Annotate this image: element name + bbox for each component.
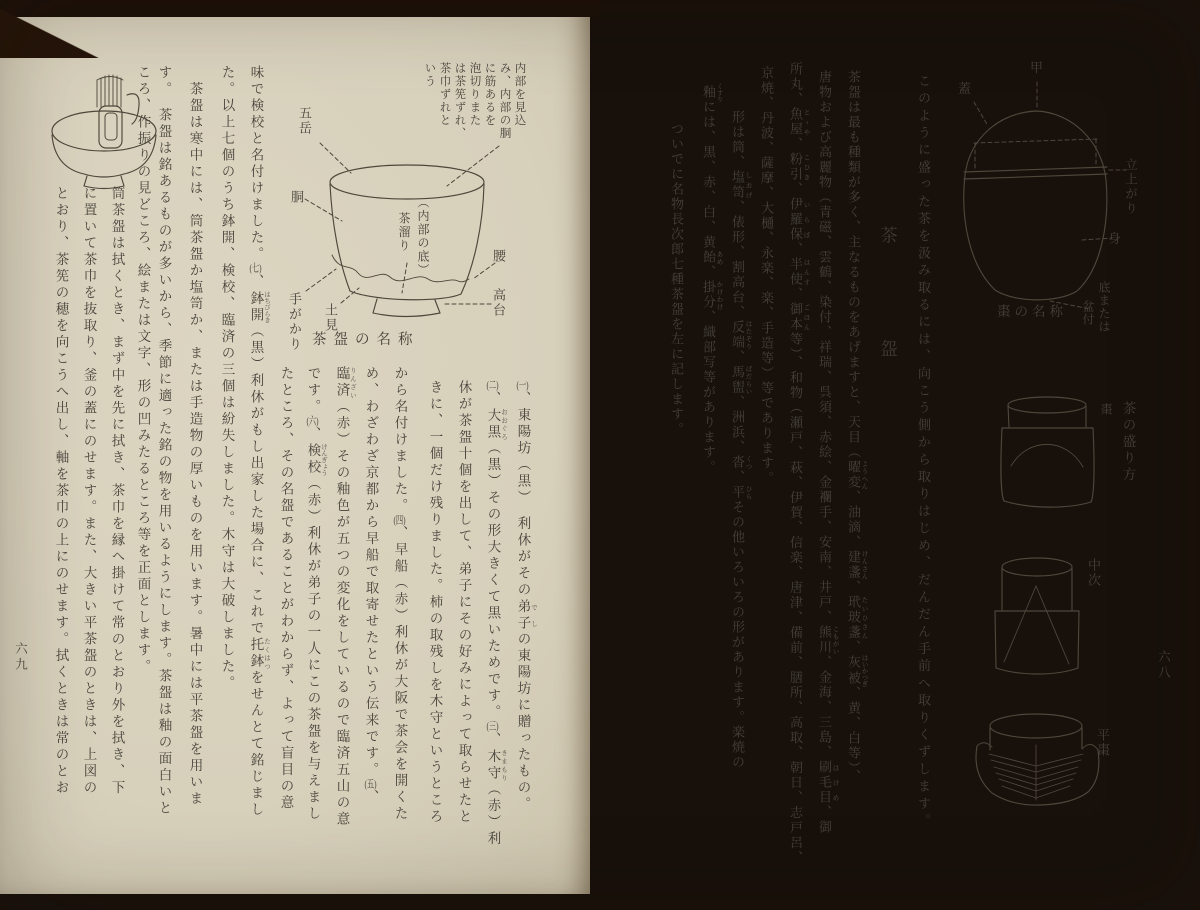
left-page-text-column: 味で検校と名付けました。(七)、鉢開 はちびらき（黒）利休がもし出家した場合に、これで托鉢 たくはつをせんとて銘じまし [248,65,270,819]
label-chadamari: 茶溜り [397,212,411,253]
label-natsume: 棗 [1099,403,1113,417]
label-hiranatsume: 平棗 [1095,728,1110,758]
left-page-text-column: 筒茶盌は拭くとき、まず中を先に拭き、茶巾を縁へ掛けて常のとおり外を拭き、下 [109,186,125,797]
label-tsuchimi: 土見 [323,303,338,333]
caption-chawan-no-meishou: 茶盌の名称 [312,332,420,348]
numbered-item-marker: (七) [249,263,262,274]
left-page-text-column: 休が茶盌十個を出して、弟子にその好みによって取らせたと [456,380,472,826]
hiranatsume-drawing [976,714,1099,805]
numbered-item-marker: (二) [486,380,499,391]
label-bontsuki: 盆付 [1081,300,1095,326]
numbered-item-marker: (三) [486,721,499,732]
label-gogaku: 五岳 [297,106,312,136]
left-page-text-column: たところ、その名盌であることがわからず、よって盲目の意 [278,366,294,812]
label-dou: 胴 [289,190,304,205]
left-page-text-column: め、わざわざ京都から早船で取寄せたという伝来です。(五)、 [363,366,379,806]
label-naibu-no-soko: （内部の底） [416,196,430,277]
right-page-text-column: このように盛った茶を汲み取るには、向こう側から取りはじめ、だんだん手前へ取りくずします。 [916,74,931,831]
label-futa: 蓋 [958,81,972,96]
left-page-text-column: から名付けました。(四)、早船（赤）利休が大阪で茶会を開くた [392,366,408,823]
page-number-right: 六八 [1156,650,1171,681]
natsume-diagram-drawing [964,82,1126,309]
caption-natsume-no-meishou: 棗の名称 [997,304,1067,319]
left-page-text-column: 臨済 りんざい（赤）その釉色が五つの変化をしているので臨済五山の意 [334,366,356,828]
numbered-item-marker: (一) [516,380,529,391]
left-page-text-column: です。(六)、検校 けんぎょう（赤）利休が弟子の一人にこの茶盌を与えまし [305,366,327,823]
label-tegakari: 手がかり [287,292,302,352]
right-page-text-column: 釉 くすりには、黒、赤、白、黄飴 あめ、掛分 かけわけ、織部写等があります。 [701,83,723,476]
left-page-text-column: に置いて茶巾を抜取り、釜の蓋にのせます。また、大きい平茶盌のときは、上図の [81,186,97,797]
bowl-annotation-column: に筋あるを [483,62,496,127]
right-page-text-column: 京焼、丹波、薩摩、大樋、永楽、楽、手造等）等であります。 [759,66,774,486]
page-number-left: 六九 [13,642,28,673]
numbered-item-marker: (四) [393,514,406,526]
right-page-text-column: ついでに名物長次郎七種茶盌を左に記します。 [669,122,684,437]
section-heading: 茶盌 [878,226,899,453]
label-koudai: 高台 [491,288,506,318]
label-kou: 甲 [1030,60,1044,75]
bowl-annotation-column: 泡切りまた [468,62,481,127]
left-page-text-column: (一)、東陽坊（黒） 利休がその弟子 でしの東陽坊に贈ったもの。 [515,380,537,814]
bowl-annotation-column: み、内部の胴 [498,62,511,140]
bowl-annotation-column: いう [423,62,436,88]
natsume-mori-drawing [1001,397,1094,507]
label-tachiagari: 立上がり [1123,158,1138,216]
title-cha-no-morikata: 茶の盛り方 [1120,401,1136,484]
nakatsugi-drawing [995,558,1079,674]
numbered-item-marker: (五) [364,778,377,790]
left-page-text-column: きに、一個だけ残りました。柿の取残しを木守というところ [427,380,443,826]
left-page-text-column: (二)、大黒 おおぐろ（黒）その形大きくて黒いためです。(三)、木守 きまもり（赤）利 [485,380,507,848]
label-koshi: 腰 [491,249,506,264]
left-page-text-column: とおり、茶筅の穂を向こうへ出し、軸を茶巾の上にのせます。拭くときは常のとお [53,186,69,797]
left-page-text-column: た。以上七個のうち鉢開、検校、臨済の三個は紛失しました。木守は大破しました。 [219,65,235,692]
bowl-annotation-column: は茶筅ずれ、 [453,62,466,140]
left-page-text-column: ころ、作振りの見どころ、絵または文字、形の凹みたるところ等を正面とします。 [135,65,151,676]
right-page-text-column: 茶盌は最も種類が多く、主なるものをあげますと、天目（曜変 ようへん、油滴、建盞 けんさん、玳玻盞 たいひさん、灰被 はいかつぎ、黄、白等）、 [846,70,868,785]
bowl-annotation-column: 内部を見込 [513,62,526,127]
right-page-text-column: 形は筒、塩笥 しおげ、俵形、割高台、反端 はたぞり、馬盥 ばだらい、洲浜、沓 くつ、平 ひらその他いろいろの形があります。楽焼の [730,110,752,770]
book-cover-wedge [0,0,116,58]
left-page-text-column: す。 茶盌は銘あるものが多いから、季節に適った銘の物を用いるようにします。茶盌は釉の面白いと [156,65,172,818]
right-page-text-column: 所丸、魚屋 とゝや、粉引 こひき、伊羅保 いらぼ、半使 はんす、御本 ごほん等）、和物（瀬戸、萩、伊賀、信楽、唐津、備前、膳所、高取、朝日、志戸呂、 [788,62,810,866]
left-page-text-column: 茶盌は寒中には、筒茶盌か塩笥か、または手造物の厚いものを用います。暑中には平茶盌を用いま [187,65,203,808]
right-page-text-column: 唐物および高麗物（青磁、雲鶴、染付、祥瑞、呉須、赤絵、金襴手、安南、井戸、熊川 こもがい、金海、三島、刷毛目 はけめ、御 [817,70,839,835]
bowl-annotation-column: 茶巾ずれと [438,62,451,127]
label-mi: 身 [1108,231,1122,246]
numbered-item-marker: (六) [306,415,319,427]
label-nakatsugi: 中次 [1086,558,1101,588]
label-soko-matawa: 底または [1097,281,1111,333]
